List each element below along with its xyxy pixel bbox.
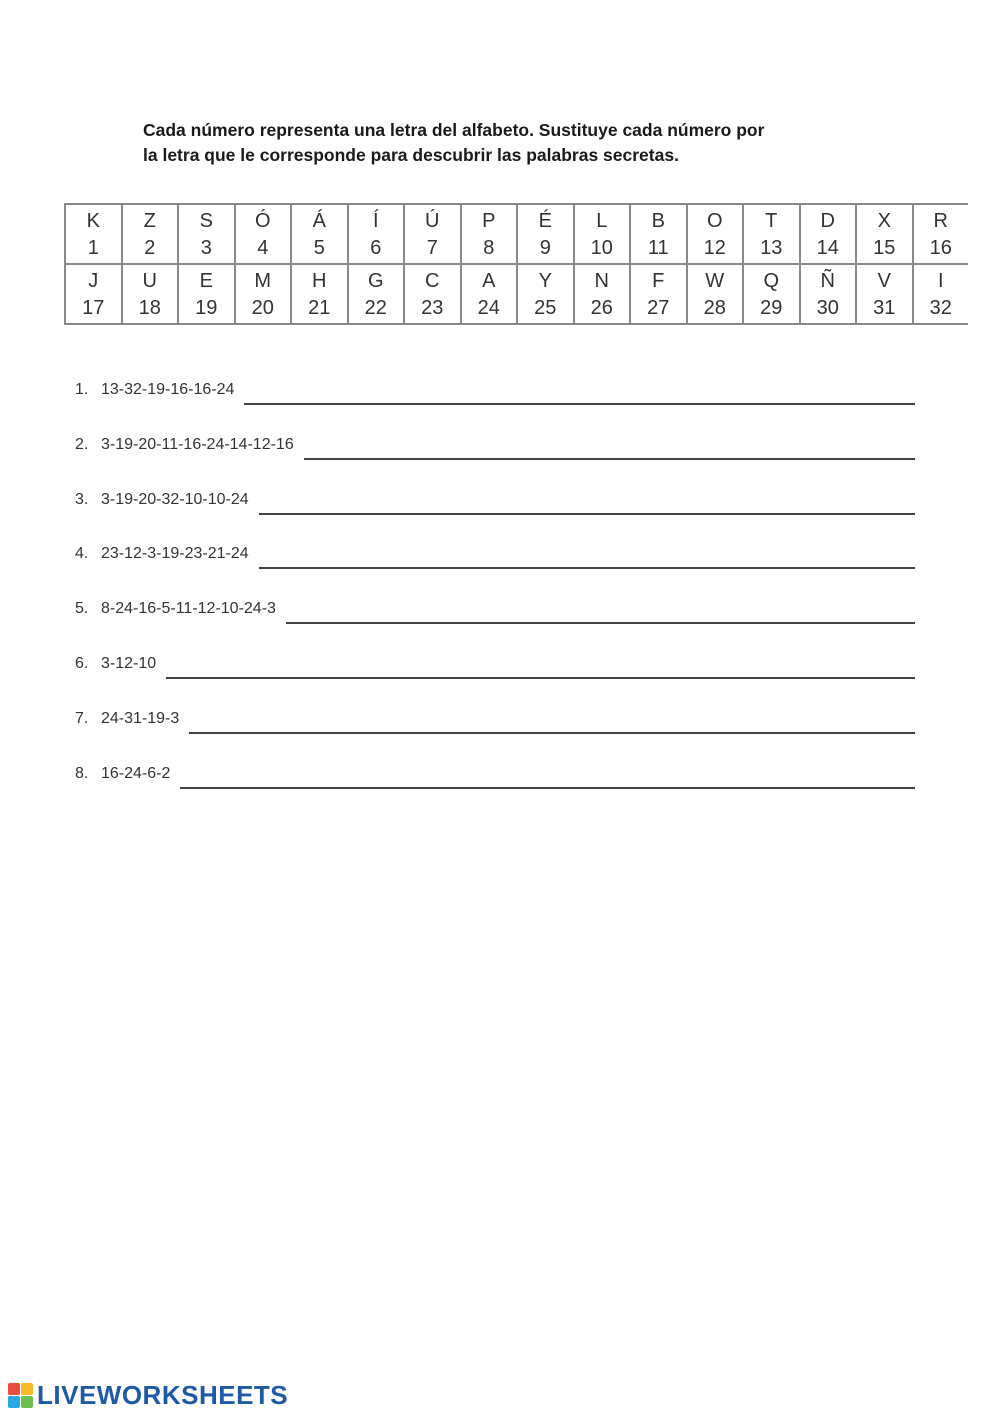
cipher-letter: R: [933, 210, 948, 232]
exercise-item: [75, 762, 915, 817]
answer-field[interactable]: [304, 436, 915, 460]
cipher-letter: Q: [763, 270, 780, 292]
cipher-cell: [291, 204, 348, 264]
cipher-letter: M: [254, 270, 272, 292]
cipher-number: 16: [929, 237, 952, 259]
cipher-number: 29: [760, 297, 783, 319]
cipher-letter: Ú: [425, 210, 440, 232]
cipher-letter: K: [86, 210, 100, 232]
cipher-row-2: [65, 264, 968, 324]
exercise-code: 23-12-3-19-23-21-24: [101, 545, 249, 563]
cipher-letter: W: [705, 270, 725, 292]
cipher-number: 28: [703, 297, 726, 319]
cipher-letter: B: [651, 210, 665, 232]
cipher-letter: Y: [538, 270, 552, 292]
cipher-cell: [291, 264, 348, 324]
cipher-number: 5: [313, 237, 325, 259]
cipher-cell: [461, 204, 518, 264]
exercise-number: 4.: [75, 545, 89, 563]
cipher-cell: [404, 204, 461, 264]
cipher-letter: E: [199, 270, 213, 292]
answer-field[interactable]: [166, 655, 915, 679]
answer-field[interactable]: [259, 545, 915, 569]
cipher-cell: [122, 204, 179, 264]
cipher-cell: [235, 264, 292, 324]
cipher-letter: S: [199, 210, 213, 232]
cipher-number: 27: [647, 297, 670, 319]
cipher-letter: Í: [372, 210, 379, 232]
cipher-cell: [856, 204, 913, 264]
cipher-number: 14: [816, 237, 839, 259]
cipher-letter: Ó: [254, 210, 271, 232]
cipher-number: 18: [138, 297, 161, 319]
exercise-code: 3-12-10: [101, 654, 157, 672]
cipher-cell: [574, 204, 631, 264]
cipher-letter: Ñ: [820, 270, 835, 292]
cipher-number: 1: [87, 237, 99, 259]
cipher-letter: Z: [143, 210, 156, 232]
cipher-number: 26: [590, 297, 613, 319]
cipher-letter: L: [596, 210, 608, 232]
exercise-number: 5.: [75, 600, 89, 618]
cipher-number: 30: [816, 297, 839, 319]
cipher-cell: [687, 264, 744, 324]
footer-logo[interactable]: [8, 1380, 288, 1411]
exercise-number: 3.: [75, 490, 89, 508]
cipher-letter: C: [425, 270, 440, 292]
exercise-item: [75, 707, 915, 762]
cipher-number: 12: [703, 237, 726, 259]
exercise-item: [75, 433, 915, 488]
exercise-number: 1.: [75, 381, 89, 398]
cipher-cell: [574, 264, 631, 324]
answer-field[interactable]: [180, 765, 915, 789]
answer-field[interactable]: [259, 491, 915, 515]
exercise-code: 3-19-20-32-10-10-24: [101, 490, 249, 508]
cipher-cell: [517, 204, 574, 264]
exercise-code: 8-24-16-5-11-12-10-24-3: [101, 600, 276, 618]
cipher-letter: É: [538, 210, 552, 232]
cipher-number: 32: [929, 297, 952, 319]
answer-field[interactable]: [286, 600, 915, 624]
cipher-cell: [178, 264, 235, 324]
cipher-letter: A: [482, 270, 496, 292]
exercise-list: [75, 378, 915, 816]
cipher-number: 10: [590, 237, 613, 259]
cipher-cell: [348, 264, 405, 324]
cipher-letter: O: [706, 210, 723, 232]
exercise-code: 3-19-20-11-16-24-14-12-16: [101, 435, 294, 453]
cipher-number: 9: [539, 237, 551, 259]
cipher-number: 2: [144, 237, 156, 259]
cipher-number: 19: [195, 297, 218, 319]
cipher-number: 15: [873, 237, 896, 259]
cipher-number: 24: [477, 297, 500, 319]
exercise-item: [75, 542, 915, 597]
cipher-cell: [687, 204, 744, 264]
cipher-cell: [856, 264, 913, 324]
cipher-cell: [630, 264, 687, 324]
cipher-cell: [517, 264, 574, 324]
cipher-cell: [913, 264, 969, 324]
logo-text: LIVEWORKSHEETS: [37, 1380, 289, 1410]
cipher-number: 17: [82, 297, 105, 319]
liveworksheets-logo-icon: [8, 1383, 34, 1409]
cipher-letter: F: [652, 270, 665, 292]
cipher-number: 23: [421, 297, 444, 319]
cipher-cell: [800, 264, 857, 324]
cipher-cell: [404, 264, 461, 324]
cipher-letter: I: [937, 270, 944, 292]
cipher-number: 25: [534, 297, 557, 319]
cipher-cell: [178, 204, 235, 264]
cipher-cell: [743, 264, 800, 324]
exercise-item: [75, 652, 915, 707]
cipher-cell: [461, 264, 518, 324]
cipher-letter: U: [142, 270, 157, 292]
cipher-cell: [743, 204, 800, 264]
cipher-number: 22: [364, 297, 387, 319]
cipher-number: 8: [483, 237, 495, 259]
cipher-cell: [65, 264, 122, 324]
cipher-number: 21: [308, 297, 331, 319]
cipher-cell: [65, 204, 122, 264]
instructions: [143, 118, 883, 168]
cipher-number: 13: [760, 237, 783, 259]
cipher-letter: G: [367, 270, 384, 292]
exercise-code: 24-31-19-3: [101, 709, 180, 727]
cipher-letter: N: [594, 270, 609, 292]
cipher-number: 31: [873, 297, 896, 319]
cipher-table: [64, 203, 968, 325]
cipher-letter: X: [877, 210, 891, 232]
cipher-letter: Á: [312, 210, 326, 232]
exercise-code: 16-24-6-2: [101, 764, 171, 782]
cipher-letter: D: [820, 210, 835, 232]
cipher-number: 3: [200, 237, 212, 259]
instructions-line-2: la letra que le corresponde para descubrir las palabras secretas.: [143, 145, 679, 165]
cipher-cell: [913, 204, 969, 264]
cipher-letter: P: [482, 210, 496, 232]
cipher-cell: [630, 204, 687, 264]
cipher-row-1: [65, 204, 968, 264]
exercise-item: [75, 378, 915, 433]
exercise-number: 2.: [75, 435, 89, 453]
answer-field[interactable]: [244, 381, 915, 405]
cipher-cell: [800, 204, 857, 264]
instructions-line-1: Cada número representa una letra del alfabeto. Sustituye cada número por: [143, 120, 765, 140]
cipher-letter: V: [877, 270, 891, 292]
cipher-letter: T: [765, 210, 778, 232]
cipher-letter: H: [312, 270, 327, 292]
exercise-number: 7.: [75, 709, 89, 727]
exercise-item: [75, 488, 915, 543]
cipher-letter: J: [88, 270, 99, 292]
exercise-code: 13-32-19-16-16-24: [101, 381, 235, 398]
exercise-number: 6.: [75, 654, 89, 672]
answer-field[interactable]: [189, 710, 915, 734]
cipher-number: 11: [647, 237, 669, 259]
cipher-cell: [122, 264, 179, 324]
cipher-cell: [348, 204, 405, 264]
cipher-number: 20: [251, 297, 274, 319]
cipher-cell: [235, 204, 292, 264]
exercise-item: [75, 597, 915, 652]
cipher-number: 4: [257, 237, 269, 259]
exercise-number: 8.: [75, 764, 89, 782]
cipher-number: 7: [426, 237, 438, 259]
cipher-number: 6: [370, 237, 382, 259]
